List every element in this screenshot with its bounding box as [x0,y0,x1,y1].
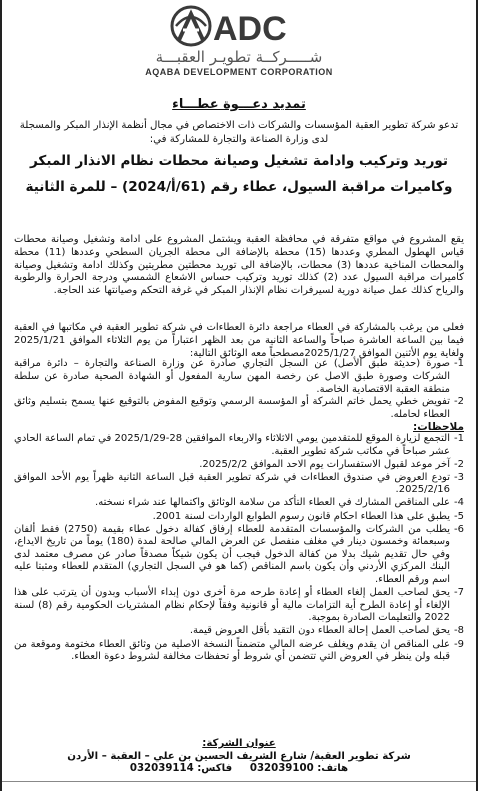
item-number: 4- [454,497,464,509]
company-name-arabic: شـــــركــة تطويـر العقبـــة [155,48,323,66]
item-number: 8- [454,625,464,637]
phone-number: 032039100 [249,763,314,775]
list-item [14,625,464,638]
fax-label: فاكس: [197,763,233,775]
item-text: على المناقص ان يقدم ويغلف عرضه المالي متضمناً النسخة الاصلية من وثائق العطاء مختومة وموقعة من قبله ولن ينظر في العروض التي تتضمن أي شروط أو تحفظات مخالفة لشروط دعوة العطاء. [14,638,450,663]
item-number: 1- [454,358,464,369]
adc-logo-icon [169,2,309,50]
page-title: تمديد دعـــوة عطـــاء [172,97,306,112]
fax-number: 032039114 [129,763,194,775]
contact-line [2,763,476,776]
item-text: يطبق على هذا العطاء احكام قانون رسوم الطوابع الواردات لسنة 2001. [152,510,450,522]
list-item [14,524,464,587]
item-number: 5- [454,510,464,522]
address-line: شركة تطوير العقبة/ شارع الشريف الحسين بن علي – العقبة – الأردن [67,750,411,762]
list-item [14,358,464,396]
item-text: يحق لصاحب العمل إحالة العطاء دون التقيد بأقل العروض قيمة. [189,625,450,637]
intro-text: تدعو شركة تطوير العقبة المؤسسات والشركات ذات الاختصاص في مجال أنظمة الإنذار المبكر والمسجلة لدى وزارة الصناعة والتجارة للمشاركة في: [19,120,459,145]
company-logo [2,2,476,90]
list-item [14,459,464,472]
item-text: تودع العروض في صندوق العطاءات في شركة تطوير العقبة قبل الساعة الثانية ظهراً يوم الأحد الموافق 2025/2/16. [14,471,450,496]
participation-text: فعلى من يرغب بالمشاركة في العطاء مراجعة دائرة العطاءات في شركة تطوير العقبة في مكاتبها في العقبة فيما بين الساعة العاشرة صباحاً والساعة الثانية من بعد الظهر اعتباراً من يوم الثلاثاء الموافق 2025/1/21 ولغاية يوم الأثنين الموافق 2025/1/27مصطحباً معه الوثائق التالية: [14,322,464,359]
item-text: تفويض خطي يحمل خاتم الشركة أو المؤسسة الرسمي وتوقيع المفوض بالتوقيع عنها يسمح بتسليم وثائق العطاء لحامله. [14,396,450,421]
list-item [14,433,464,458]
logo-text: ADC [213,10,287,48]
item-text: آخر موعد لقبول الاستفسارات يوم الاحد الموافق 2025/2/2. [199,458,450,470]
item-number: 3- [454,471,464,483]
notes-heading: ملاحظات: [413,421,464,433]
project-description: يقع المشروع في مواقع متفرقة في محافظة العقبة ويشتمل المشروع على ادامة وتشغيل وصيانة محطات قياس الهطول المطري وعددها (15) محطة بالإضافة الى محطة الجريان السطحي وعددها (11) محطة والمحطات المناخية عددها (3) محطات، بالإضافة الى توريد محطتين مطريتين وكذلك ادامة وتشغيل وصيانة كاميرات مراقبة السيول عدد (2) كذلك توريد وتركيب حساس الاشعاع الشمسي ودرجة الحرارة والرطوبة والرياح كذلك عمل صيانة دورية لسيرفرات نظام الإنذار المبكر في غرفة التحكم وصيانتها عند الحاجة. [14,234,465,297]
company-address [2,738,476,776]
list-item [14,587,464,625]
company-name-english: AQABA DEVELOPMENT CORPORATION [145,67,333,77]
phone-label: هاتف: [317,763,349,775]
item-text: التجمع لزيارة الموقع للمتقدمين يومي الاثلاثاء والاربعاء الموافقين 28-2025/1/29 في تمام الساعة الحادي عشر صباحاً في مكاتب شركة تطوير العقبة. [14,433,450,457]
list-item [14,497,464,510]
list-item [14,511,464,524]
item-number: 2- [454,396,464,408]
item-text: على المناقص المشارك في العطاء التأكد من سلامة الوثائق واكتمالها عند شراء نسخته. [95,497,450,509]
tender-title: توريد وتركيب وادامة تشغيل وصيانة محطات نظام الانذار المبكر وكاميرات مراقبة السيول، عطاء رقم (61/أ/2024) – للمرة الثانية [25,153,453,195]
notes-list [14,433,464,664]
item-text: يحق لصاحب العمل إلغاء العطاء أو إعادة طرحه مرة أخرى دون إبداء الأسباب وبدون أن يترتب على هذا الإلغاء أو إعادة الطرح أية التزامات مالية أو قانونية وفقاً لإحكام نظام المشتريات الحكومية رقم (8) لسنة 2022 والتعليمات الصادرة بموجبة. [14,587,450,624]
item-text: يطلب من الشركات والمؤسسات المتقدمة للعطاء إرفاق كفالة دخول عطاء بقيمة (2750) فقط ألفان وسبعمائة وخمسون دينار في مغلف منفصل عن العرض المالي صالحة لمدة (180) يوماً من تاريخ الايداع، وفي حال تقديم شيك بدلا من كفالة الدخول فيجب أن يكون شيكاً مصدقاً صادر عن مصرف معتمد لدى البنك المركزي الأردني وأن يكون باسم المناقص (كما هو في السجل التجاري) المتقدم للعطاء ومثبتا عليه اسم ورقم العطاء. [14,523,451,586]
item-number: 2- [454,458,464,470]
item-number: 9- [454,638,464,650]
item-number: 1- [454,433,464,444]
item-text: صورة (حديثة طبق الأصل) عن السجل التجاري صادرة عن وزارة الصناعة والتجارة – دائرة مراقبة الشركات وصورة طبق الاصل عن رخصة المهن سارية المفعول أو الشهادة الصحية صادرة عن سلطة منطقة العقبة الاقتصادية الخاصة. [14,358,450,395]
item-number: 7- [454,587,464,599]
list-item [14,472,464,497]
address-heading: عنوان الشركة: [202,738,276,749]
list-item [14,639,464,664]
list-item [14,396,464,422]
item-number: 6- [454,523,464,535]
required-documents-list [14,358,464,422]
footer-divider [2,781,476,782]
